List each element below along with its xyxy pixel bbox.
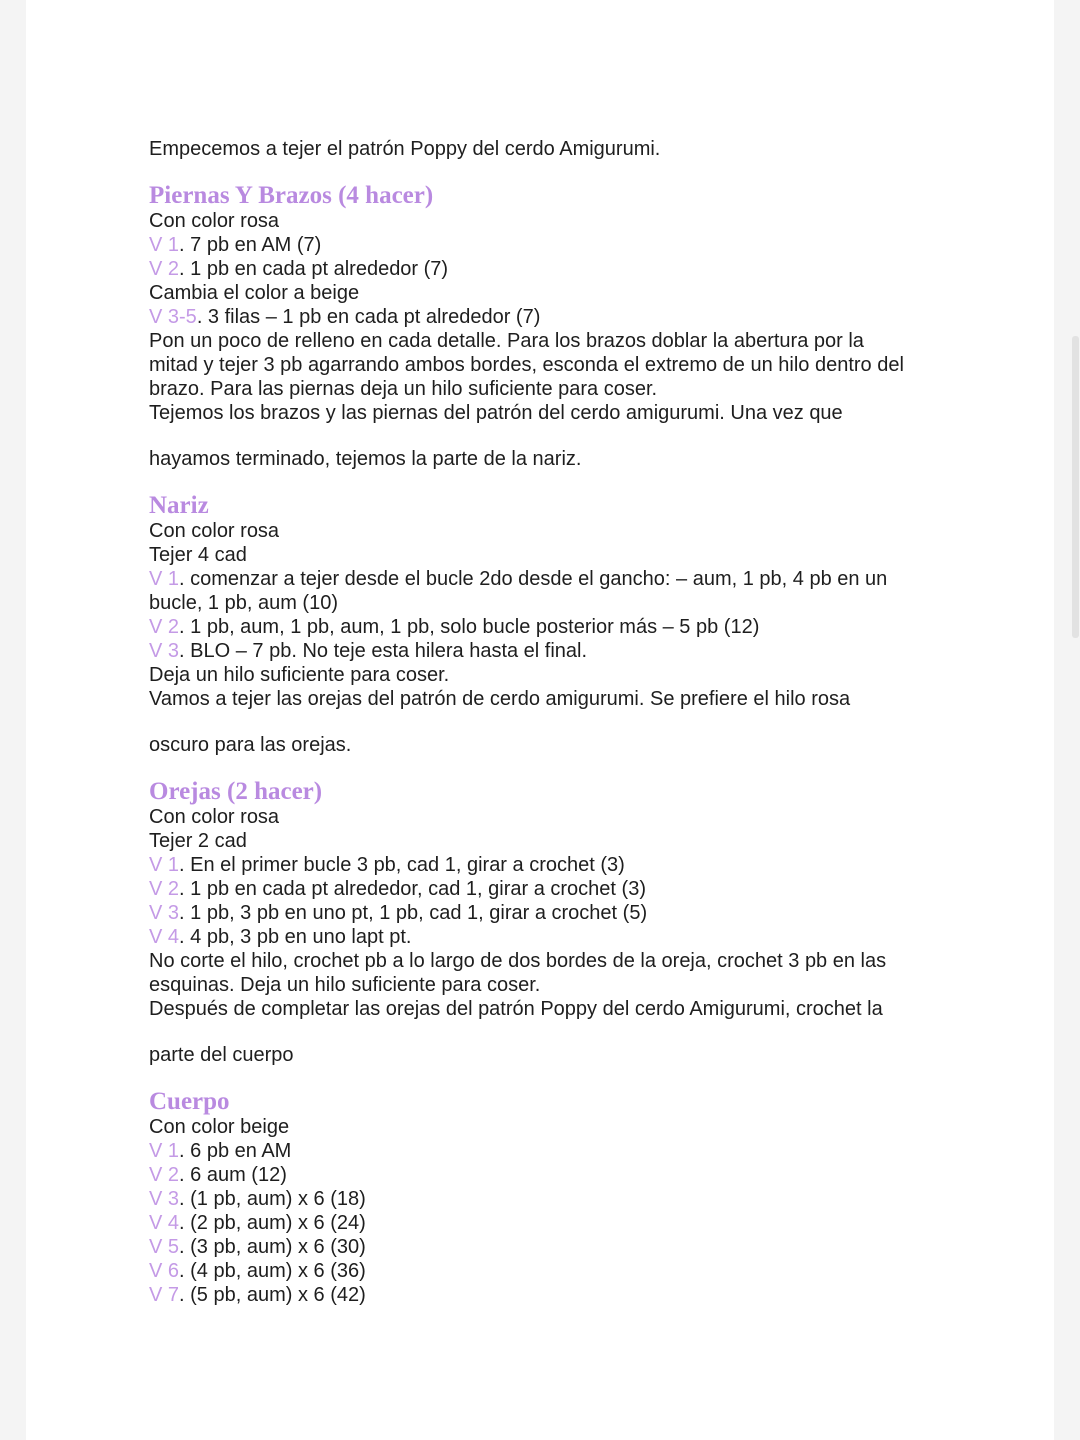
row-label: V 1 bbox=[149, 568, 180, 590]
pattern-text bbox=[149, 329, 949, 353]
pattern-text bbox=[149, 805, 949, 829]
pattern-row bbox=[149, 639, 949, 663]
section-2 bbox=[149, 779, 949, 1067]
row-label: V 1 bbox=[149, 234, 180, 256]
row-text: . comenzar a tejer desde el bucle 2do desde el gancho: – aum, 1 pb, 4 pb en un bbox=[179, 568, 888, 590]
section-0 bbox=[149, 183, 949, 471]
row-text: . 6 pb en AM bbox=[179, 1140, 292, 1162]
pattern-text bbox=[149, 687, 949, 711]
pattern-row bbox=[149, 233, 949, 257]
row-text: . (3 pb, aum) x 6 (30) bbox=[179, 1236, 366, 1258]
pattern-row bbox=[149, 1211, 949, 1235]
section-3 bbox=[149, 1089, 949, 1307]
section-heading: Piernas Y Brazos (4 hacer) bbox=[149, 182, 434, 209]
pattern-row bbox=[149, 877, 949, 901]
pattern-text bbox=[149, 281, 949, 305]
section-heading: Orejas (2 hacer) bbox=[149, 778, 323, 805]
pattern-row bbox=[149, 1259, 949, 1283]
row-text: Después de completar las orejas del patrón Poppy del cerdo Amigurumi, crochet la bbox=[149, 998, 883, 1020]
section-heading: Cuerpo bbox=[149, 1088, 230, 1115]
section-transition-text: hayamos terminado, tejemos la parte de la nariz. bbox=[149, 448, 582, 470]
row-text: . (4 pb, aum) x 6 (36) bbox=[179, 1260, 366, 1282]
row-text: Tejer 2 cad bbox=[149, 830, 247, 852]
row-label: V 5 bbox=[149, 1236, 180, 1258]
intro-text: Empecemos a tejer el patrón Poppy del cerdo Amigurumi. bbox=[149, 138, 661, 160]
row-text: No corte el hilo, crochet pb a lo largo de dos bordes de la oreja, crochet 3 pb en las bbox=[149, 950, 887, 972]
pattern-text bbox=[149, 663, 949, 687]
pattern-sections bbox=[149, 183, 949, 1307]
section-heading: Nariz bbox=[149, 492, 209, 519]
row-text: . 6 aum (12) bbox=[179, 1164, 287, 1186]
row-label: V 7 bbox=[149, 1284, 180, 1306]
row-label: V 4 bbox=[149, 1212, 180, 1234]
row-label: V 2 bbox=[149, 878, 180, 900]
pattern-row bbox=[149, 901, 949, 925]
row-label: V 4 bbox=[149, 926, 180, 948]
row-label: V 3 bbox=[149, 1188, 180, 1210]
row-text: Pon un poco de relleno en cada detalle. Para los brazos doblar la abertura por la bbox=[149, 330, 864, 352]
row-text: esquinas. Deja un hilo suficiente para coser. bbox=[149, 974, 541, 996]
pattern-row bbox=[149, 305, 949, 329]
scrollbar-thumb[interactable] bbox=[1072, 336, 1079, 638]
row-text: . 1 pb, aum, 1 pb, aum, 1 pb, solo bucle posterior más – 5 pb (12) bbox=[179, 616, 760, 638]
row-text: Con color beige bbox=[149, 1116, 290, 1138]
section-transition-text: parte del cuerpo bbox=[149, 1044, 294, 1066]
pattern-text bbox=[149, 353, 949, 377]
pattern-text bbox=[149, 1115, 949, 1139]
row-text: . 3 filas – 1 pb en cada pt alrededor (7) bbox=[196, 306, 541, 328]
pattern-row bbox=[149, 567, 949, 591]
row-text: Tejemos los brazos y las piernas del patrón del cerdo amigurumi. Una vez que bbox=[149, 402, 843, 424]
pattern-text bbox=[149, 543, 949, 567]
row-text: Deja un hilo suficiente para coser. bbox=[149, 664, 450, 686]
row-text: . En el primer bucle 3 pb, cad 1, girar a crochet (3) bbox=[179, 854, 625, 876]
pattern-text bbox=[149, 591, 949, 615]
row-label: V 3 bbox=[149, 640, 180, 662]
pattern-text bbox=[149, 829, 949, 853]
row-label: V 2 bbox=[149, 258, 180, 280]
row-text: Con color rosa bbox=[149, 210, 280, 232]
row-text: . BLO – 7 pb. No teje esta hilera hasta el final. bbox=[179, 640, 588, 662]
row-text: Con color rosa bbox=[149, 520, 280, 542]
pattern-row bbox=[149, 1235, 949, 1259]
row-label: V 2 bbox=[149, 616, 180, 638]
section-1 bbox=[149, 493, 949, 757]
pattern-text bbox=[149, 973, 949, 997]
row-label: V 1 bbox=[149, 1140, 180, 1162]
pattern-row bbox=[149, 1187, 949, 1211]
row-label: V 3 bbox=[149, 902, 180, 924]
pattern-text bbox=[149, 949, 949, 973]
pattern-row bbox=[149, 1163, 949, 1187]
pattern-text bbox=[149, 401, 949, 425]
pattern-row bbox=[149, 925, 949, 949]
row-label: V 3-5 bbox=[149, 306, 197, 328]
pattern-text bbox=[149, 377, 949, 401]
row-text: . 7 pb en AM (7) bbox=[179, 234, 322, 256]
pattern-text bbox=[149, 997, 949, 1021]
row-text: . (1 pb, aum) x 6 (18) bbox=[179, 1188, 366, 1210]
pattern-row bbox=[149, 1139, 949, 1163]
pattern-row bbox=[149, 1283, 949, 1307]
row-text: Con color rosa bbox=[149, 806, 280, 828]
row-label: V 1 bbox=[149, 854, 180, 876]
pattern-row bbox=[149, 257, 949, 281]
row-text: . 1 pb en cada pt alrededor (7) bbox=[179, 258, 449, 280]
row-text: brazo. Para las piernas deja un hilo suficiente para coser. bbox=[149, 378, 658, 400]
pattern-text bbox=[149, 519, 949, 543]
row-text: . 1 pb, 3 pb en uno pt, 1 pb, cad 1, girar a crochet (5) bbox=[179, 902, 648, 924]
scrollbar-track[interactable] bbox=[1070, 0, 1080, 1440]
row-text: Cambia el color a beige bbox=[149, 282, 360, 304]
row-text: . 4 pb, 3 pb en uno lapt pt. bbox=[179, 926, 412, 948]
row-text: . (5 pb, aum) x 6 (42) bbox=[179, 1284, 366, 1306]
row-label: V 6 bbox=[149, 1260, 180, 1282]
row-text: . 1 pb en cada pt alrededor, cad 1, girar a crochet (3) bbox=[179, 878, 646, 900]
row-text: mitad y tejer 3 pb agarrando ambos bordes, esconda el extremo de un hilo dentro del bbox=[149, 354, 904, 376]
row-text: . (2 pb, aum) x 6 (24) bbox=[179, 1212, 366, 1234]
row-label: V 2 bbox=[149, 1164, 180, 1186]
row-text: bucle, 1 pb, aum (10) bbox=[149, 592, 338, 614]
pattern-row bbox=[149, 615, 949, 639]
article-content bbox=[149, 137, 949, 1307]
pattern-row bbox=[149, 853, 949, 877]
pattern-text bbox=[149, 209, 949, 233]
row-text: Vamos a tejer las orejas del patrón de cerdo amigurumi. Se prefiere el hilo rosa bbox=[149, 688, 851, 710]
section-transition-text: oscuro para las orejas. bbox=[149, 734, 352, 756]
row-text: Tejer 4 cad bbox=[149, 544, 247, 566]
